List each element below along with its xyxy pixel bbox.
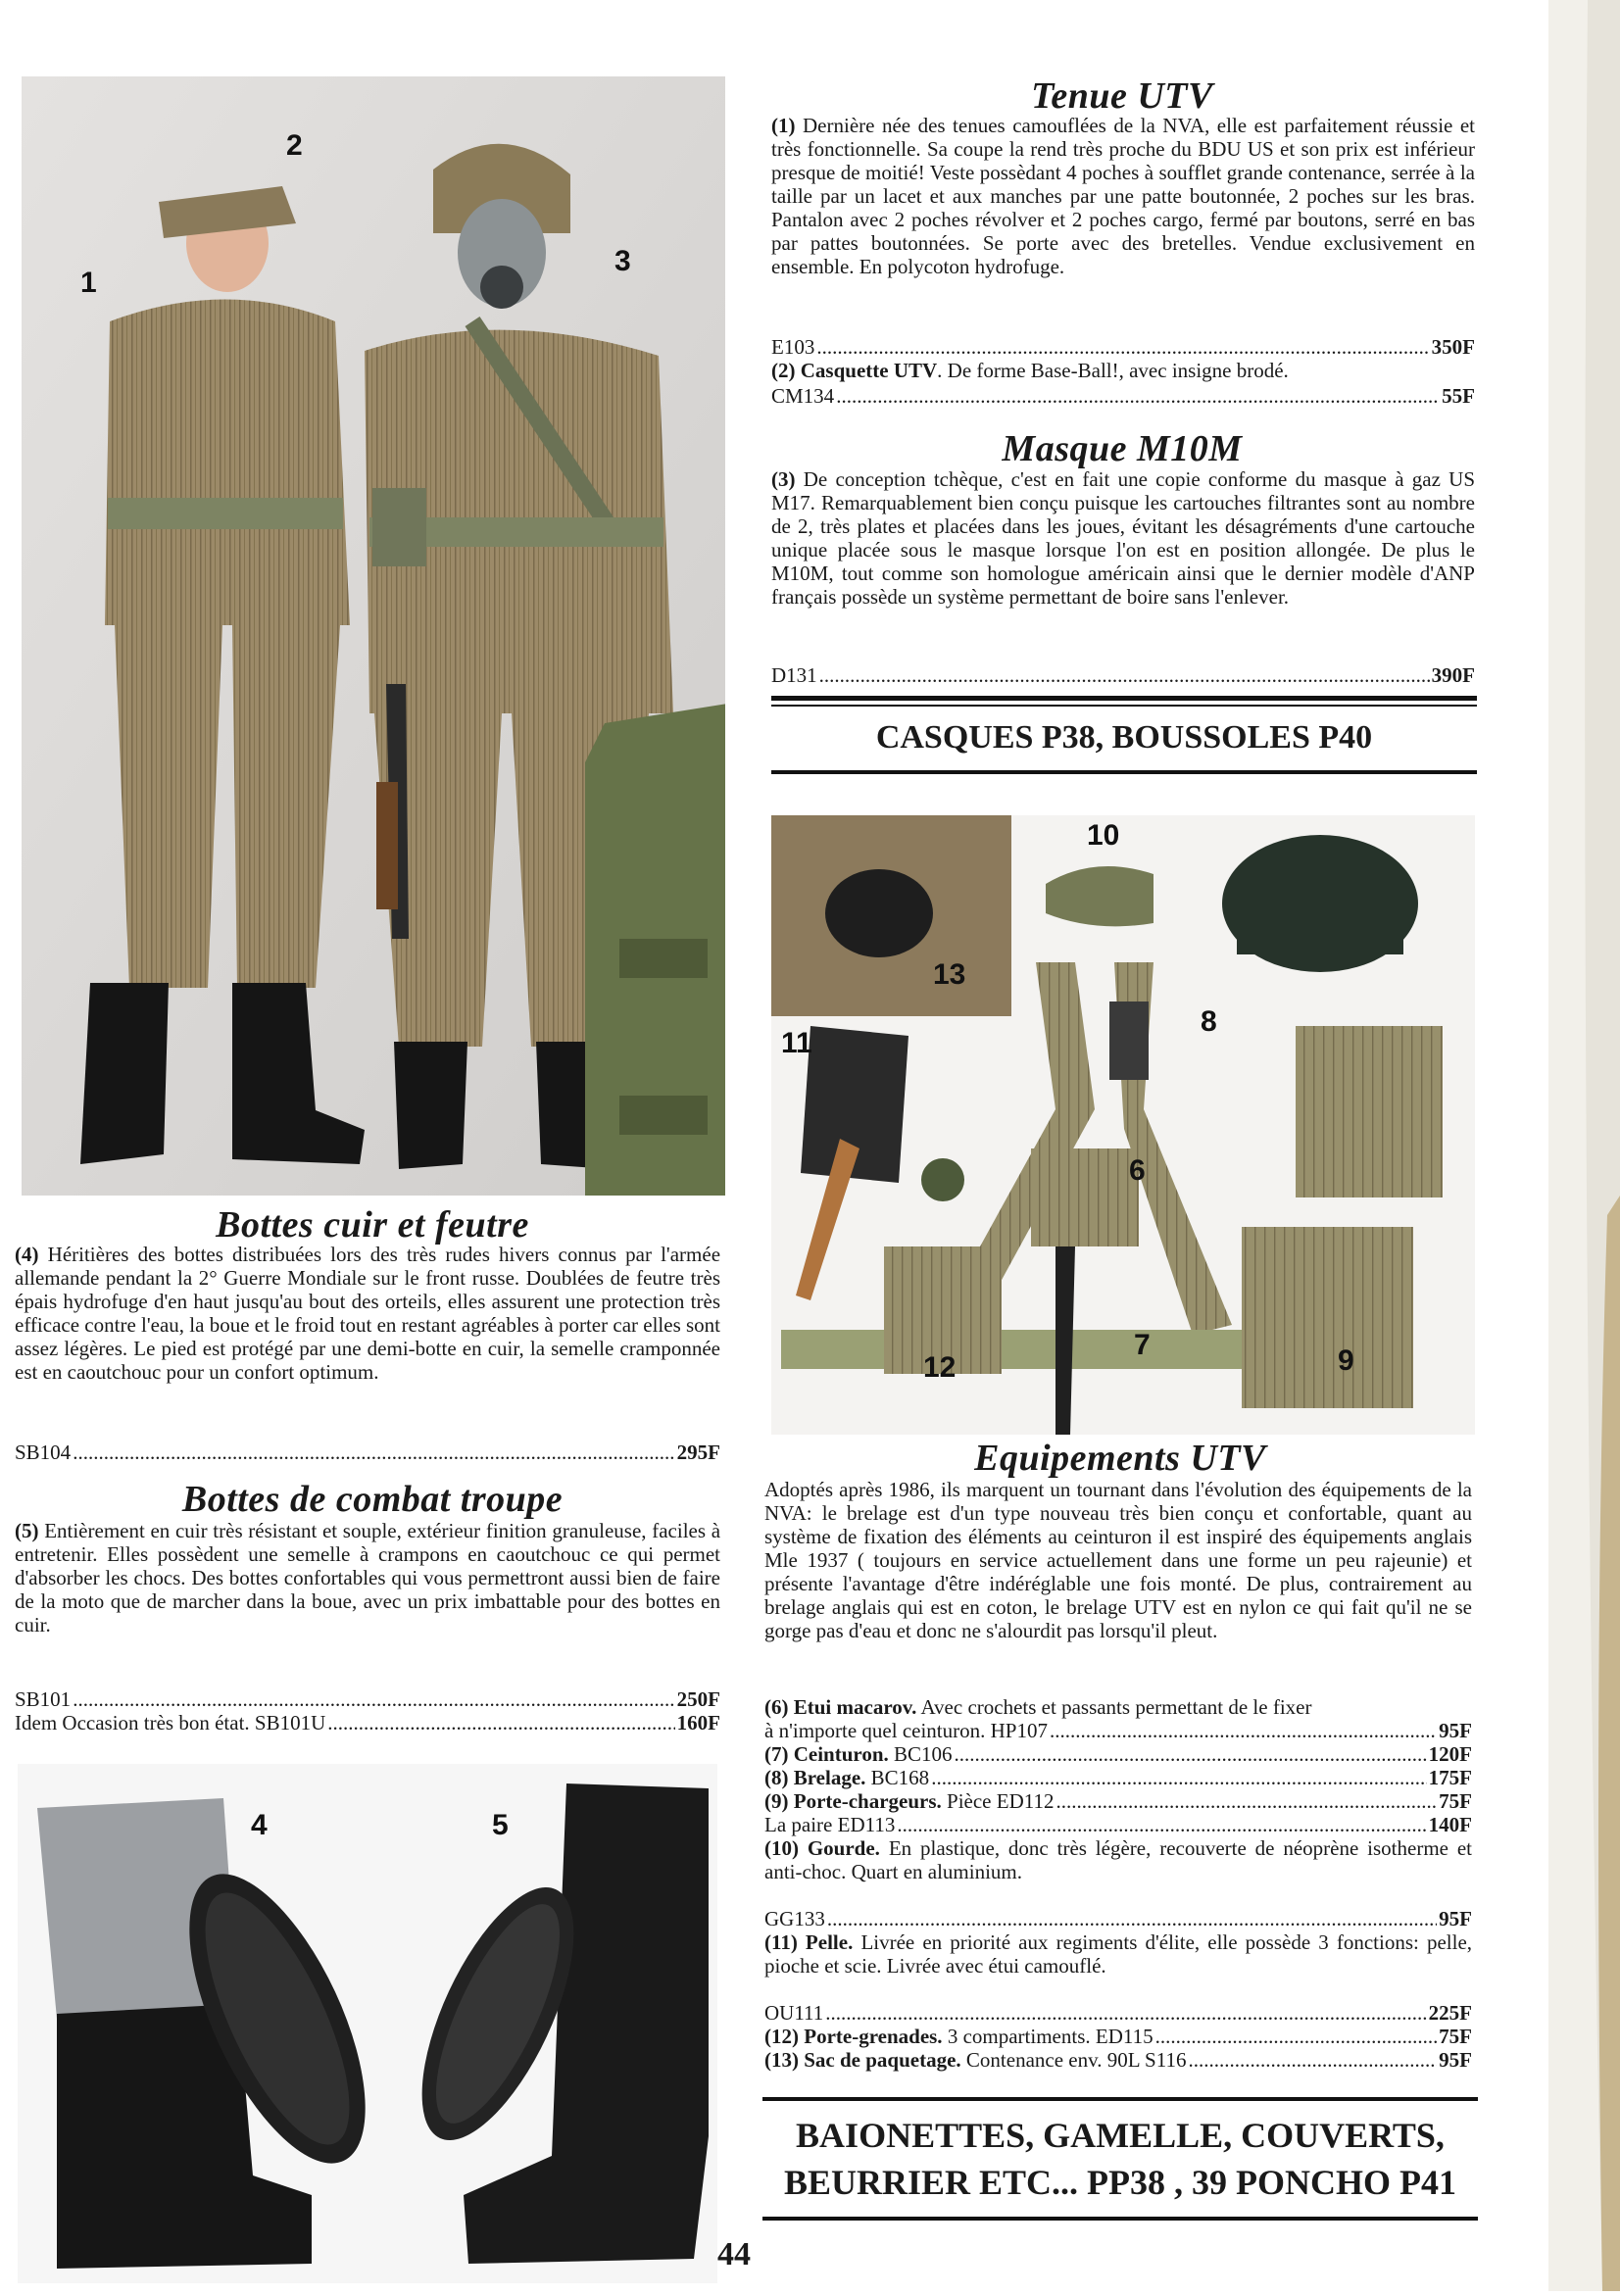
banner-top-rule-thin [771,705,1477,707]
crossref-casques: CASQUES P38, BOUSSOLES P40 [875,719,1373,756]
bottes-combat-text: Entièrement en cuir très résistant et souple, extérieur finition granuleuse, faciles à entretenir. Elles possèdent une semelle à crampons en caoutchouc ce qui permet d'absorber les chocs. Des bottes confortables qui vous permettront aussi bien de faire de la moto que de marcher dans la boue, avec un prix imbattable pour des bottes en cuir. [15,1519,721,1637]
item13-ref: Contenance env. 90L S116 [965,2048,1187,2072]
tenue-item1-price-row [771,335,1475,359]
dot-leader [836,384,1440,408]
item6-label: à n'importe quel ceinturon. HP107 [764,1719,1048,1742]
masque-item-num: (3) [771,467,796,491]
item10-price-row [764,1907,1472,1930]
equipements-intro: Adoptés après 1986, ils marquent un tournant dans l'évolution des équipements de la NVA: le brelage est d'un type nouveau très bien conçu et confortable, quant au système de fixation des éléments au ceinturon il est inspiré des équipements anglais Mle 1937 ( toujours en service actuellement dans une forme un peu rajeunie) et présente l'avantage d'être indéréglable une fois monté. De plus, contrairement au brelage anglais qui est en coton, le brelage UTV est en nylon ce qui fait qu'il ne se gorge pas d'eau et donc ne s'alourdit pas lorsqu'il pleut. [764,1478,1472,1642]
banner-bottom-rule [771,770,1477,774]
item6-desc [764,1695,1472,1719]
item13-price-row [764,2048,1472,2072]
bottom-banner-rule [762,2097,1478,2101]
item10-price: 95F [1439,1907,1472,1930]
tenue-item1-ref: E103 [771,335,815,359]
item6-price-row [764,1719,1472,1742]
bottes-cuir-price-row [15,1441,720,1464]
bottes-combat-title: Bottes de combat troupe [181,1479,564,1520]
bottes-occasion-label: Idem Occasion très bon état. SB101U [15,1711,326,1734]
masque-price-row [771,663,1475,687]
label-1: 1 [80,267,97,299]
facing-page-edge [1548,0,1620,2291]
label-10: 10 [1087,819,1120,852]
masque-desc [771,467,1475,609]
banner-top-rule [771,696,1477,701]
dot-leader [73,1441,674,1464]
item9b-price: 140F [1428,1813,1472,1836]
bottes-occasion-price: 160F [676,1711,720,1734]
label-11: 11 [781,1027,812,1059]
item8-ref: BC168 [870,1766,930,1789]
tenue-item1-num: (1) [771,114,796,137]
item8-price: 175F [1428,1766,1472,1789]
item12-price-row [764,2025,1472,2048]
item10-text: En plastique, donc très légère, recouverte de néoprène isotherme et anti-choc. Quart en aluminium. [764,1836,1472,1883]
dot-leader [827,1907,1437,1930]
bottes-combat-num: (5) [15,1519,39,1542]
item9-price: 75F [1439,1789,1472,1813]
label-8: 8 [1201,1005,1217,1038]
tenue-item2-name: Casquette UTV [800,359,938,382]
tenue-item2-ref: CM134 [771,384,835,408]
item11-lead: (11) Pelle. [764,1930,854,1954]
dot-leader [327,1711,674,1734]
dot-leader [825,2001,1426,2025]
item10-desc [764,1836,1472,1883]
label-9: 9 [1338,1344,1354,1377]
equipements-title: Equipements UTV [974,1438,1266,1479]
bottes-combat-ref: SB101 [15,1687,72,1711]
bottes-occasion-price-row [15,1711,720,1734]
masque-price: 390F [1431,663,1475,687]
soldiers-photo [22,76,725,1196]
dot-leader [1055,1789,1437,1813]
tenue-item1-price: 350F [1431,335,1475,359]
dot-leader [955,1742,1427,1766]
crossref-baionettes-line1: BAIONETTES, GAMELLE, COUVERTS, [796,2116,1445,2155]
dot-leader [1188,2048,1437,2072]
label-12: 12 [923,1351,957,1384]
item9-price-row [764,1789,1472,1813]
bottes-cuir-text: Héritières des bottes distribuées lors des très rudes hivers connus par l'armée allemande pendant la 2° Guerre Mondiale sur le front russe. Doublées de feutre très épais hydrofuge d'en haut jusqu'au bout des orteils, elles assurent une protection très efficace contre l'eau, la boue et le froid tout en restant agréables à porter car elles sont assez légères. Le pied est protégé par une demi-botte en cuir, la semelle cramponnée est en caoutchouc pour un confort optimum. [15,1243,721,1384]
bottes-cuir-price: 295F [676,1441,720,1464]
item12-ref: 3 compartiments. ED115 [947,2025,1154,2048]
page-number: 44 [717,2236,751,2272]
item13-lead: (13) Sac de paquetage. [764,2048,961,2072]
item11-desc [764,1930,1472,1978]
boots-photo [18,1764,717,2283]
bottes-combat-price-row [15,1687,720,1711]
tenue-item2-price: 55F [1442,384,1475,408]
item13-price: 95F [1439,2048,1472,2072]
label-2: 2 [286,129,303,162]
item7-price: 120F [1428,1742,1472,1766]
tenue-item2-price-row [771,384,1475,408]
item11-price: 225F [1428,2001,1472,2025]
item12-price: 75F [1439,2025,1472,2048]
masque-ref: D131 [771,663,817,687]
item6-text: Avec crochets et passants permettant de le fixer [920,1695,1312,1719]
bottes-cuir-ref: SB104 [15,1441,72,1464]
dot-leader [897,1813,1426,1836]
label-7: 7 [1134,1329,1151,1361]
item7-lead: (7) Ceinturon. [764,1742,889,1766]
tenue-item1-text: Dernière née des tenues camouflées de la NVA, elle est parfaitement réussie et très fonctionnelle. Sa coupe la rend très proche du BDU US et son prix est inférieur presque de moitié! Veste possèdant 4 poches à soufflet grande contenance, serrée à la taille par un lacet et aux manches par une patte boutonnée, 2 poches sur les bras. Pantalon avec 2 poches révolver et 2 poches cargo, fermé par boutons, serré en bas par pattes boutonnées. Se porte avec des bretelles. Vendue exclusivement en ensemble. En polycoton hydrofuge. [771,114,1475,278]
tenue-item2-num: (2) [771,359,796,382]
bottom-banner-rule-lower [762,2217,1478,2221]
item8-lead: (8) Brelage. [764,1766,866,1789]
tenue-title: Tenue UTV [1031,75,1213,117]
item12-lead: (12) Porte-grenades. [764,2025,943,2048]
item11-price-row [764,2001,1472,2025]
crossref-baionettes-line2: BEURRIER ETC... PP38 , 39 PONCHO P41 [783,2163,1457,2202]
item6-lead: (6) Etui macarov. [764,1695,917,1719]
tenue-item1-desc [771,114,1475,278]
item9b-label: La paire ED113 [764,1813,896,1836]
bottes-cuir-title: Bottes cuir et feutre [216,1204,529,1246]
bottes-combat-desc [15,1519,720,1637]
label-5: 5 [492,1809,509,1841]
dot-leader [1155,2025,1438,2048]
item11-ref: OU111 [764,2001,824,2025]
item7-price-row [764,1742,1472,1766]
item9-lead: (9) Porte-chargeurs. [764,1789,942,1813]
label-4: 4 [251,1809,268,1841]
equipment-photo [771,815,1475,1435]
bottes-cuir-num: (4) [15,1243,39,1266]
masque-item-text: De conception tchèque, c'est en fait une copie conforme du masque à gaz US M17. Remarquablement bien conçu puisque les cartouches filtrantes sont au nombre de 2, très plates et placées dans les joues, évitant les désagréments d'une cartouche unique placée sous le masque lorsque l'on est en position allongée. De plus le M10M, tout comme son homologue américain ainsi que le dernier modèle d'ANP français possède un système permettant de boire sans l'enlever. [771,467,1475,609]
bottes-cuir-desc [15,1243,720,1384]
label-13: 13 [933,958,966,991]
dot-leader [1050,1719,1437,1742]
dot-leader [931,1766,1426,1789]
dot-leader [73,1687,674,1711]
item9-ref: Pièce ED112 [947,1789,1055,1813]
masque-title: Masque M10M [1002,428,1243,469]
item6-price: 95F [1439,1719,1472,1742]
item8-price-row [764,1766,1472,1789]
dot-leader [816,335,1429,359]
label-6: 6 [1129,1154,1146,1187]
item9b-price-row [764,1813,1472,1836]
tenue-item2-text: . De forme Base-Ball!, avec insigne brodé. [937,359,1289,382]
item10-ref: GG133 [764,1907,825,1930]
bottes-combat-price: 250F [676,1687,720,1711]
item10-lead: (10) Gourde. [764,1836,880,1860]
item11-text: Livrée en priorité aux regiments d'élite, elle possède 3 fonctions: pelle, pioche et scie. Livrée avec étui camouflé. [764,1930,1473,1978]
tenue-item2-desc [771,359,1475,382]
dot-leader [819,663,1430,687]
label-3: 3 [614,245,631,277]
item7-ref: BC106 [894,1742,953,1766]
